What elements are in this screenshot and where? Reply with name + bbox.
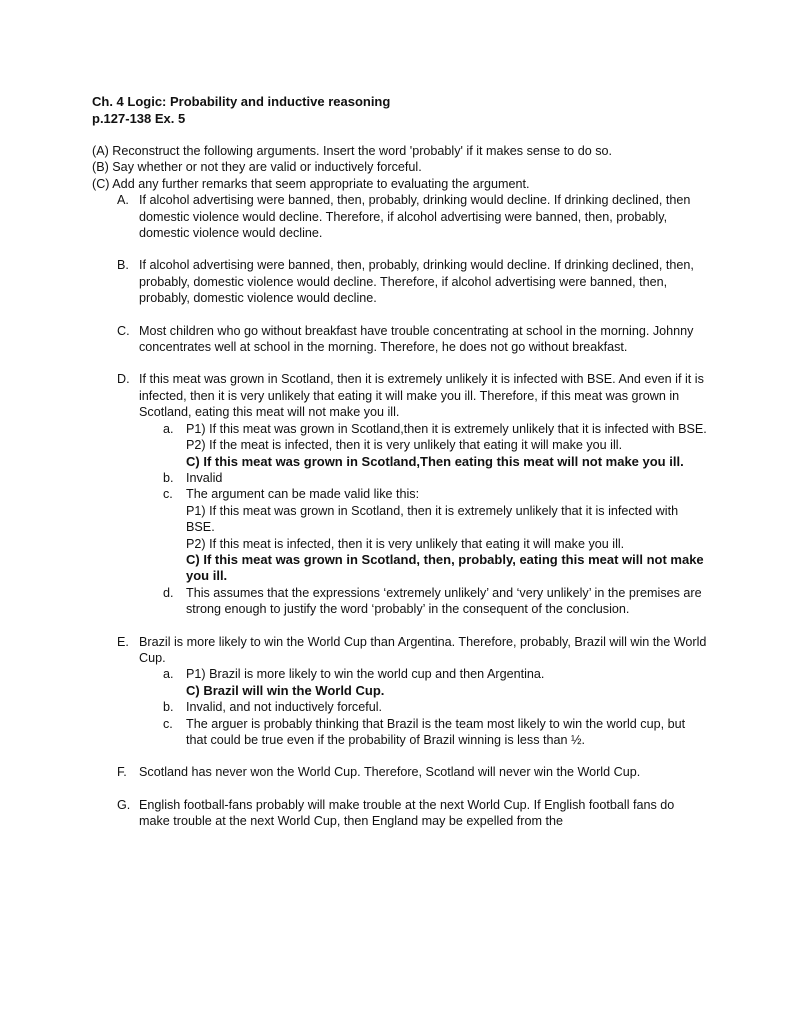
answer-text: The arguer is probably thinking that Brazil is the team most likely to win the world cup, but that could be true even if the probability of Brazil winning is less than ½. xyxy=(186,716,686,747)
document-title xyxy=(92,94,707,127)
conclusion: C) If this meat was grown in Scotland, then, probably, eating this meat will not make you ill. xyxy=(186,551,704,584)
item-text: Scotland has never won the World Cup. Therefore, Scotland will never win the World Cup. xyxy=(139,765,641,780)
item-text: English football-fans probably will make trouble at the next World Cup. If English football fans do make trouble at the next World Cup, then England may be expelled from the xyxy=(139,797,675,829)
item-marker: A. xyxy=(117,193,129,208)
answer-d xyxy=(139,585,707,618)
premise-1: P1) If this meat was grown in Scotland,then it is extremely unlikely that it is infected with BSE. xyxy=(186,421,707,436)
title-line-2: p.127-138 Ex. 5 xyxy=(92,110,186,126)
answer-marker: b. xyxy=(163,700,174,715)
exercise-item-d xyxy=(92,371,707,617)
answer-marker: b. xyxy=(163,470,174,485)
premise-1: P1) If this meat was grown in Scotland, then it is extremely unlikely that it is infected with BSE. xyxy=(186,503,679,535)
answer-b xyxy=(139,699,707,715)
answer-marker: c. xyxy=(163,487,173,502)
item-marker: B. xyxy=(117,258,129,273)
instruction-a: (A) Reconstruct the following arguments. Insert the word 'probably' if it makes sense to do so. xyxy=(92,144,612,158)
answer-text: This assumes that the expressions ‘extremely unlikely’ and ‘very unlikely’ in the premises are strong enough to justify the word ‘probably’ in the consequent of the conclusion. xyxy=(186,585,702,617)
exercise-list xyxy=(92,192,707,829)
title-line-1: Ch. 4 Logic: Probability and inductive reasoning xyxy=(92,94,391,109)
exercise-item-a xyxy=(92,192,707,241)
answer-list xyxy=(139,666,707,748)
answer-marker: a. xyxy=(163,421,174,436)
item-text: If this meat was grown in Scotland, then it is extremely unlikely it is infected with BSE. And even if it is infected, then it is very unlikely that eating it will make you ill. Therefore, if this meat was grown in Scotland, eating this meat will not make you ill. xyxy=(139,372,704,420)
exercise-item-c xyxy=(92,323,707,356)
exercise-item-e xyxy=(92,634,707,749)
answer-a xyxy=(139,666,707,699)
answer-intro: The argument can be made valid like this: xyxy=(186,487,420,502)
exercise-item-g xyxy=(92,797,707,830)
answer-text: Invalid, and not inductively forceful. xyxy=(186,700,383,715)
answer-c xyxy=(139,716,707,749)
answer-c xyxy=(139,486,707,584)
item-marker: C. xyxy=(117,323,130,338)
answer-marker: c. xyxy=(163,716,173,731)
premise-2: P2) If this meat is infected, then it is very unlikely that eating it will make you ill. xyxy=(186,536,625,551)
answer-text: Invalid xyxy=(186,470,223,485)
answer-a xyxy=(139,421,707,470)
item-marker: F. xyxy=(117,765,127,780)
item-text: If alcohol advertising were banned, then, probably, drinking would decline. If drinking declined, then domestic violence would decline. Therefore, if alcohol advertising were banned, then, probably, domestic violence would decline. xyxy=(139,193,691,241)
item-marker: G. xyxy=(117,797,131,812)
exercise-item-f xyxy=(92,764,707,780)
answer-list xyxy=(139,421,707,618)
premise-2: P2) If the meat is infected, then it is very unlikely that eating it will make you ill. xyxy=(186,438,623,453)
conclusion: C) If this meat was grown in Scotland,Then eating this meat will not make you ill. xyxy=(186,453,684,469)
answer-marker: a. xyxy=(163,667,174,682)
answer-marker: d. xyxy=(163,585,174,600)
premise-1: P1) Brazil is more likely to win the world cup and then Argentina. xyxy=(186,667,545,682)
instructions xyxy=(92,143,707,192)
item-marker: E. xyxy=(117,634,129,649)
answer-b xyxy=(139,470,707,486)
instruction-b: (B) Say whether or not they are valid or inductively forceful. xyxy=(92,160,422,175)
item-text: If alcohol advertising were banned, then, probably, drinking would decline. If drinking declined, then, probably, domestic violence would decline. Therefore, if alcohol advertising were banned, then, probably, domestic violence would decline. xyxy=(139,258,694,306)
item-text: Brazil is more likely to win the World Cup than Argentina. Therefore, probably, Brazil will win the World Cup. xyxy=(139,634,707,665)
exercise-item-b xyxy=(92,257,707,306)
item-text: Most children who go without breakfast have trouble concentrating at school in the morning. Johnny concentrates well at school in the morning. Therefore, he does not go without breakfast. xyxy=(139,323,694,355)
item-marker: D. xyxy=(117,372,130,387)
instruction-c: (C) Add any further remarks that seem appropriate to evaluating the argument. xyxy=(92,176,530,191)
conclusion: C) Brazil will win the World Cup. xyxy=(186,682,385,698)
document-page xyxy=(92,94,707,830)
